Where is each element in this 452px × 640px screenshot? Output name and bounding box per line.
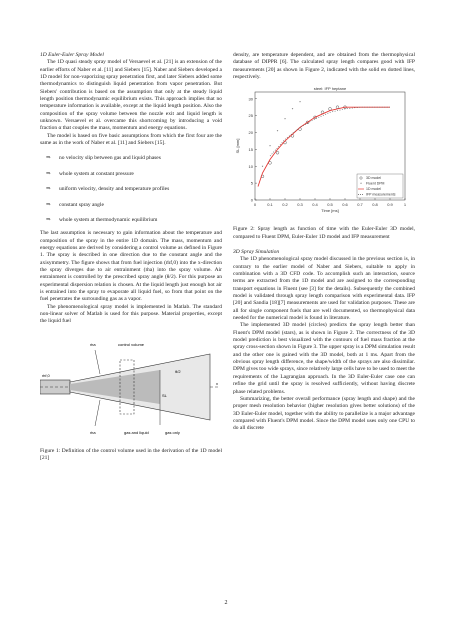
paragraph: The 1D phenomenological spray model discussed in the previous section is, in contrary to the earlier model of Naber and Siebers, suitable to apply in combination with a 3D CFD code. To accomplish such an interaction, source terms are extracted from the 1D model and are assigned to the corresponding transport equations in Fluent (see [3] for the details). Subsequently the combined model is validated through spray length comparison with experimental data. IFP [20] and Sandia [18][7] measurements are used for validation purposes. These are all for single component fuels that are well documented, so thermophysical data needed for the numerical model is found in literature. (233, 256, 415, 322)
y-tick-label: 5 (250, 181, 253, 186)
data-point-star: * (299, 100, 301, 105)
paragraph: Summarizing, the better overall performance (spray length and shape) and the proper mesh resolution behavior (higher resolution gives better solutions) of the 3D Euler-Euler model, together with the ability to parallelize is a major advantage compared with Fluent's DPM model. Since the DPM model uses only one CPU to do all discrete (233, 395, 415, 432)
chart-annotation: steel: IFP heptane (313, 86, 347, 92)
ma-label: ṁa (90, 429, 96, 435)
section-heading-3d-spray: 3D Spray Simulation (233, 248, 280, 255)
x-tick-label: 1 (403, 202, 407, 208)
gas-liquid-label: gas and liquid (124, 429, 149, 435)
figure-1-control-volume (40, 330, 222, 448)
x-tick-label: 0 (253, 202, 257, 208)
paragraph: The last assumption is necessary to gain information about the temperature and composition of the spray in the entire 1D domain. The mass, momentum and energy equations are derived by considering a control volume as defined in Figure 1. The spray is described in one direction due to the constant angle and the axisymmetry. The figure shows that from fuel injection (ṁf,0) into the x-direction the spray diverges due to air entrainment (ṁa) into the spray volume. Air entrainment is controlled by the prescribed spray angle (θ/2). For this purpose an experimental dispersion relation is chosen. At the liquid length just enough hot air is entrained into the spray to evaporate all liquid fuel, so from that point on the fuel penetrates the surrounding gas as a vapor. (40, 230, 222, 303)
x-tick-label: 0.5 (327, 202, 333, 208)
data-point-star: * (291, 106, 294, 112)
bullet-item: ⇒ whole system at constant pressure (40, 171, 222, 178)
paragraph: The model is based on five basic assumptions from which the first four are the same as in the work of Naber et al. [11] and Siebers [15]. (40, 132, 222, 147)
figure-2-spray-length-chart (233, 84, 415, 222)
bullet-item: ⇒ no velocity slip between gas and liquid phases (40, 155, 222, 162)
bullet-item: ⇒ uniform velocity, density and temperature profiles (40, 186, 222, 193)
theta-label: θ/2 (175, 368, 181, 374)
x-tick-label: 0.7 (357, 202, 363, 208)
paragraph: density, are temperature dependent, and are obtained from the thermophysical database of DIPPR [6]. The calculated spray length compares good with IFP measurements [20] as shown in Figure 2, indicated with the solid en dotted lines, respectively. (233, 52, 415, 81)
data-point-star: * (276, 128, 279, 134)
bullet-item: ⇒ whole system at thermodynamic equilibrium (40, 217, 222, 224)
y-tick-label: 20 (248, 130, 253, 136)
control-volume-label: control volume (118, 341, 145, 347)
air-arrow (95, 350, 100, 374)
x-tick-label: 0.9 (387, 202, 393, 208)
mf0-label: ṁf,0 (42, 372, 50, 378)
arrow-icon: ⇒ (46, 186, 51, 193)
y-tick-label: 25 (248, 113, 253, 119)
legend-swatch: * (360, 181, 362, 187)
arrow-icon: ⇒ (46, 216, 51, 223)
y-tick-label: 15 (248, 147, 253, 153)
arrow-icon: ⇒ (46, 201, 51, 208)
figure-1-caption: Figure 1: Definition of the control volume used in the derivation of the 1D model [21] (40, 447, 222, 461)
ma-label: ṁa (90, 341, 96, 347)
arrow-icon: ⇒ (46, 170, 51, 177)
y-axis-label: SL [mm] (235, 139, 240, 154)
air-arrow (95, 400, 100, 426)
sl-label: SL (162, 392, 167, 398)
x-tick-label: 0.1 (267, 202, 273, 208)
x-tick-label: 0.8 (372, 202, 378, 208)
x-tick-label: 0.6 (342, 202, 348, 208)
y-tick-label: 30 (248, 96, 253, 102)
arrow-icon: ⇒ (46, 155, 51, 162)
paragraph: The 1D quasi steady spray model of Versaevel et al. [21] is an extension of the earlier efforts of Naber et al. [11] and Siebers [15]. Naber and Siebers developed a 1D model for non-vaporizing spray penetration first, and later Siebers added some thermodynamics to distinguish liquid penetration from vapor penetration. But Siebers' contribution is based on the assumption that only at the steady liquid length position thermodynamic equilibrium exists. This approach implies that no temperature information is available, except at the liquid length position. Also the composition of the spray volume between the nozzle exit and liquid length is unknown. Versaevel et al. overcame this shortcoming by introducing a void fraction α that couples the mass, momentum and energy equations. (40, 59, 222, 132)
x-tick-label: 0.4 (312, 202, 318, 208)
legend-label: IFP measurements (366, 192, 396, 197)
data-point-star: * (269, 143, 271, 149)
y-tick-label: 10 (248, 164, 253, 170)
bullet-item: ⇒ constant spray angle (40, 202, 222, 209)
x-axis-label: Time [ms] (321, 208, 339, 214)
paragraph: The implemented 3D model (circles) predicts the spray length better than Fluent's DPM model (stars), as is shown in Figure 2. The correctness of the 3D model prediction is best visualized with the contours of fuel mass fraction at the spray cross-section shown in Figure 3. The upper spray is a DPM simulation result and the other one is gained with the 3D model, both at 1 ms. Apart from the obvious spray length difference, the shape/width of the sprays are also dissimilar. DPM gives too wide sprays, since relatively large cells have to be used to meet the requirements of the Lagrangian approach. In the 3D Euler-Euler case one can refine the grid until the spray is resolved sufficiently, without having discrete phase related problems. (233, 322, 415, 395)
gas-only-label: gas only (165, 429, 180, 435)
legend-label: Fluent DPM (366, 181, 385, 186)
figure-2-caption: Figure 2: Spray length as function of time with the Euler-Euler 3D model, compared to Fluent DPM, Euler-Euler 1D model and IFP measurement (233, 226, 415, 240)
left-column (40, 52, 222, 462)
paragraph: The phenomenological spray model is implemented in Matlab. The standard non-linear solver of Matlab is used for this purpose. Material properties, except the liquid fuel (40, 303, 222, 325)
data-point-star: * (261, 164, 264, 170)
page-number: 2 (224, 600, 228, 606)
legend-label: 1D model (366, 187, 381, 192)
x-label: x (216, 380, 218, 386)
x-tick-label: 0.3 (297, 202, 303, 208)
x-tick-label: 0.2 (282, 202, 288, 208)
y-tick-label: 0 (250, 197, 253, 203)
right-column (233, 52, 415, 433)
data-point-star: * (284, 116, 286, 122)
legend-label: 3D model (366, 176, 381, 181)
section-heading-1d-model: 1D Euler-Euler Spray Model (40, 52, 104, 58)
